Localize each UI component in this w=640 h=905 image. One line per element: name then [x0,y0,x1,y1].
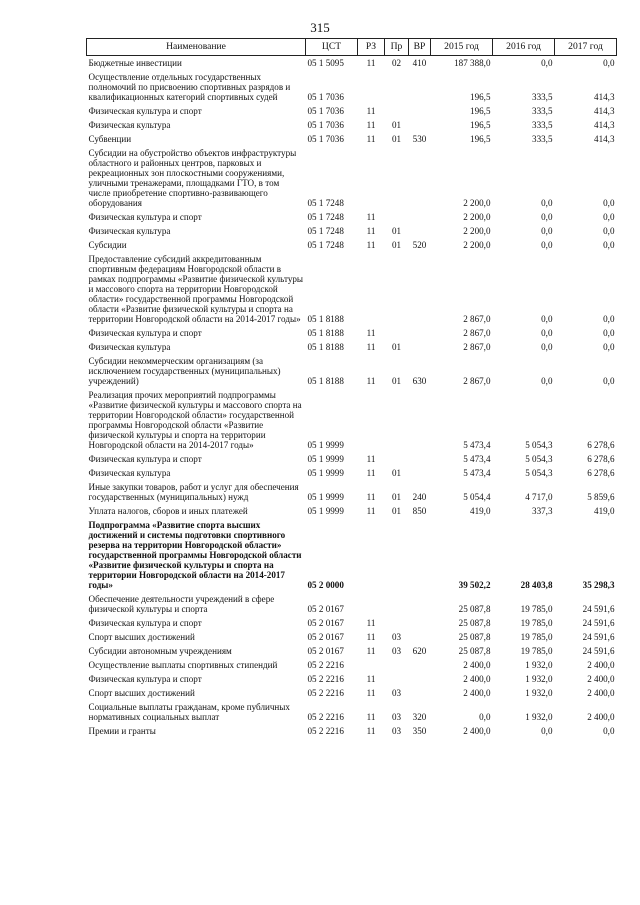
row-2016: 4 717,0 [525,492,553,502]
row-name: Уплата налогов, сборов и иных платежей [88,506,248,516]
row-name: Физическая культура [88,226,171,236]
row-2016: 19 785,0 [520,618,553,628]
row-2017: 0,0 [603,240,615,250]
row-2017: 414,3 [594,120,615,130]
row-pr: 03 [391,688,402,698]
table-row [87,210,617,224]
row-2015: 2 400,0 [463,674,491,684]
row-vr: 630 [412,376,427,386]
row-pr: 01 [391,342,402,352]
header-rz: РЗ [358,39,385,56]
row-2016: 0,0 [541,240,553,250]
row-name: Субсидии на обустройство объектов инфраструктуры областного и районных центров, парковых и рекреационных зон плоскостными сооружениями, уличными тренажерами, площадками ГТО, в том числе приобретение спортивно-развивающего оборудования [88,148,297,208]
row-rz: 11 [366,106,376,116]
table-row [87,518,617,592]
row-rz [358,252,385,326]
row-rz: 11 [366,342,376,352]
row-2016: 19 785,0 [520,632,553,642]
row-name: Осуществление отдельных государственных полномочий по присвоению спортивных разрядов и квалификационных категорий спортивных судей [88,72,291,102]
row-name: Спорт высших достижений [88,688,195,698]
row-name: Обеспечение деятельности учреждений в сфере физической культуры и спорта [88,594,275,614]
table-row [87,132,617,146]
table-row [87,658,617,672]
row-name: Иные закупки товаров, работ и услуг для обеспечения государственных (муниципальных) нужд [88,482,299,502]
row-vr [409,592,431,616]
row-2015: 2 200,0 [463,240,491,250]
row-cst: 05 1 7248 [307,226,344,236]
row-cst: 05 2 2216 [307,726,344,736]
row-pr: 01 [391,120,402,130]
row-name: Физическая культура [88,468,171,478]
table-row [87,452,617,466]
row-vr [409,630,431,644]
row-2017: 0,0 [603,726,615,736]
row-cst: 05 1 7036 [307,120,344,130]
row-2016: 333,5 [532,106,553,116]
row-2017: 414,3 [594,92,615,102]
row-2017: 419,0 [594,506,615,516]
row-rz [358,658,385,672]
row-pr [385,658,409,672]
row-vr [409,326,431,340]
row-cst: 05 1 8188 [307,376,344,386]
row-cst: 05 2 2216 [307,660,344,670]
row-2015: 2 400,0 [463,660,491,670]
row-vr [409,452,431,466]
row-pr: 01 [391,492,402,502]
row-2016: 0,0 [541,342,553,352]
row-2017: 24 591,6 [582,604,615,614]
row-pr [385,252,409,326]
row-cst: 05 1 7036 [307,92,344,102]
row-2016: 0,0 [541,376,553,386]
row-vr [409,70,431,104]
row-cst: 05 2 0167 [307,618,344,628]
row-2015: 196,5 [470,120,491,130]
row-rz [358,592,385,616]
row-2017: 0,0 [603,376,615,386]
row-cst: 05 2 2216 [307,674,344,684]
row-rz: 11 [366,506,376,516]
row-2016: 333,5 [532,134,553,144]
row-2017: 6 278,6 [587,440,615,450]
row-rz: 11 [366,134,376,144]
row-rz: 11 [366,120,376,130]
row-name: Спорт высших достижений [88,632,195,642]
row-2017: 35 298,3 [582,580,615,590]
table-row [87,326,617,340]
row-2015: 5 473,4 [463,454,491,464]
row-2017: 0,0 [603,226,615,236]
row-vr [409,340,431,354]
row-pr [385,452,409,466]
row-pr: 01 [391,226,402,236]
row-name: Предоставление субсидий аккредитованным спортивным федерациям Новгородской области в рамках подпрограммы «Развитие физической культуры и массового спорта на территории Новгородской области» государственной программы Новгородской области «Развитие физической культуры и спорта на территории Новгородской области на 2014-2017 годы» [88,254,304,324]
header-2015: 2015 год [431,39,493,56]
row-name: Субсидии [88,240,127,250]
row-2017: 2 400,0 [587,674,615,684]
row-pr [385,210,409,224]
row-rz: 11 [366,454,376,464]
row-2017: 0,0 [603,58,615,68]
row-name: Физическая культура [88,120,171,130]
row-rz: 11 [366,646,376,656]
row-2016: 0,0 [541,314,553,324]
row-cst: 05 1 7248 [307,212,344,222]
row-cst: 05 2 0000 [307,580,344,590]
row-name: Физическая культура и спорт [88,328,202,338]
row-pr: 03 [391,632,402,642]
row-vr [409,388,431,452]
table-body [87,56,617,739]
row-cst: 05 1 8188 [307,328,344,338]
row-pr [385,518,409,592]
row-cst: 05 2 2216 [307,712,344,722]
row-rz [358,388,385,452]
row-cst: 05 1 9999 [307,468,344,478]
row-pr [385,388,409,452]
row-pr [385,104,409,118]
row-rz: 11 [366,674,376,684]
row-2015: 25 087,8 [458,618,491,628]
row-name: Субсидии некоммерческим организациям (за исключением государственных (муниципальных) учреждений) [88,356,281,386]
row-2015: 2 400,0 [463,688,491,698]
row-cst: 05 1 7036 [307,134,344,144]
row-2015: 2 867,0 [463,314,491,324]
row-2017: 24 591,6 [582,618,615,628]
row-pr: 03 [391,726,402,736]
row-rz: 11 [366,468,376,478]
row-name: Реализация прочих мероприятий подпрограммы «Развитие физической культуры и массового спорта на территории Новгородской области» государственной программы Новгородской области «Развитие физической культуры и спорта на территории Новгородской области на 2014-2017 годы» [88,390,302,450]
row-vr [409,210,431,224]
row-cst: 05 2 2216 [307,688,344,698]
row-cst: 05 1 5095 [307,58,344,68]
row-rz [358,146,385,210]
row-2017: 6 278,6 [587,454,615,464]
row-pr: 01 [391,376,402,386]
table-row [87,146,617,210]
row-2016: 28 403,8 [520,580,553,590]
row-rz: 11 [366,712,376,722]
row-2016: 1 932,0 [525,688,553,698]
row-2016: 5 054,3 [525,440,553,450]
row-2017: 0,0 [603,198,615,208]
row-cst: 05 1 8188 [307,342,344,352]
row-name: Субсидии автономным учреждениям [88,646,232,656]
table-row [87,630,617,644]
budget-table [86,38,617,738]
row-name: Осуществление выплаты спортивных стипендий [88,660,278,670]
row-vr [409,252,431,326]
row-2015: 5 473,4 [463,440,491,450]
row-pr: 01 [391,240,402,250]
row-2017: 6 278,6 [587,468,615,478]
row-2015: 196,5 [470,134,491,144]
row-name: Подпрограмма «Развитие спорта высших достижений и системы подготовки спортивного резерва на территории Новгородской области» государственной программы Новгородской области «Развитие физической культуры и спорта на территории Новгородской области на 2014-2017 годы» [88,520,302,590]
row-rz: 11 [366,726,376,736]
row-2017: 0,0 [603,342,615,352]
row-pr [385,592,409,616]
row-vr [409,686,431,700]
row-2016: 5 054,3 [525,468,553,478]
row-cst: 05 1 9999 [307,454,344,464]
row-pr: 01 [391,468,402,478]
row-2016: 19 785,0 [520,646,553,656]
row-2016: 0,0 [541,198,553,208]
row-vr [409,658,431,672]
table-row [87,118,617,132]
row-2015: 0,0 [479,712,491,722]
row-2016: 19 785,0 [520,604,553,614]
row-2015: 5 473,4 [463,468,491,478]
row-cst: 05 2 0167 [307,632,344,642]
row-cst: 05 2 0167 [307,604,344,614]
row-vr [409,672,431,686]
header-row [87,39,617,56]
row-vr: 320 [412,712,427,722]
row-name: Бюджетные инвестиции [88,58,182,68]
row-name: Социальные выплаты гражданам, кроме публичных нормативных социальных выплат [88,702,290,722]
row-rz [358,518,385,592]
row-2015: 5 054,4 [463,492,491,502]
table-row [87,354,617,388]
row-rz: 11 [366,212,376,222]
row-2017: 24 591,6 [582,646,615,656]
table-row [87,504,617,518]
row-name: Физическая культура и спорт [88,106,202,116]
row-pr [385,672,409,686]
table-header [87,39,617,56]
row-2016: 0,0 [541,328,553,338]
row-cst: 05 1 9999 [307,440,344,450]
row-2015: 2 200,0 [463,212,491,222]
row-cst: 05 1 7248 [307,198,344,208]
row-vr: 620 [412,646,427,656]
row-vr: 410 [412,58,427,68]
row-2017: 24 591,6 [582,632,615,642]
row-vr [409,104,431,118]
table-row [87,104,617,118]
row-rz: 11 [366,240,376,250]
table-row [87,388,617,452]
row-vr: 850 [412,506,427,516]
row-2015: 39 502,2 [458,580,491,590]
table-row [87,70,617,104]
row-vr [409,118,431,132]
row-rz: 11 [366,376,376,386]
row-2015: 25 087,8 [458,632,491,642]
row-vr: 240 [412,492,427,502]
row-2017: 5 859,6 [587,492,615,502]
row-2015: 25 087,8 [458,646,491,656]
row-rz [358,70,385,104]
table-row [87,686,617,700]
table-row [87,700,617,724]
row-cst: 05 1 9999 [307,492,344,502]
row-rz: 11 [366,688,376,698]
row-pr [385,70,409,104]
table-row [87,644,617,658]
row-rz: 11 [366,492,376,502]
row-vr [409,146,431,210]
table-row [87,466,617,480]
row-name: Физическая культура и спорт [88,212,202,222]
row-pr [385,326,409,340]
row-vr [409,224,431,238]
row-pr [385,146,409,210]
row-pr: 03 [391,712,402,722]
row-name: Премии и гранты [88,726,156,736]
row-2015: 419,0 [470,506,491,516]
row-2016: 0,0 [541,226,553,236]
header-vr: ВР [409,39,431,56]
row-name: Физическая культура и спорт [88,618,202,628]
table-row [87,592,617,616]
header-cst: ЦСТ [306,39,358,56]
row-2015: 2 867,0 [463,328,491,338]
row-2017: 414,3 [594,106,615,116]
row-2015: 196,5 [470,92,491,102]
row-vr: 350 [412,726,427,736]
row-name: Субвенции [88,134,132,144]
row-rz: 11 [366,618,376,628]
table-row [87,672,617,686]
row-pr: 03 [391,646,402,656]
row-2015: 2 200,0 [463,198,491,208]
row-pr: 01 [391,134,402,144]
row-2016: 5 054,3 [525,454,553,464]
row-vr: 530 [412,134,427,144]
row-2015: 2 400,0 [463,726,491,736]
row-cst: 05 1 9999 [307,506,344,516]
row-2017: 0,0 [603,314,615,324]
row-2017: 2 400,0 [587,712,615,722]
row-rz: 11 [366,632,376,642]
row-name: Физическая культура и спорт [88,674,202,684]
header-name: Наименование [87,39,306,56]
table-row [87,340,617,354]
row-2016: 1 932,0 [525,674,553,684]
row-2016: 333,5 [532,92,553,102]
row-rz: 11 [366,226,376,236]
row-vr [409,518,431,592]
row-cst: 05 1 7036 [307,106,344,116]
row-2017: 2 400,0 [587,660,615,670]
row-2016: 0,0 [541,726,553,736]
row-2016: 1 932,0 [525,660,553,670]
row-2015: 187 388,0 [454,58,491,68]
row-vr: 520 [412,240,427,250]
row-2017: 2 400,0 [587,688,615,698]
row-name: Физическая культура [88,342,171,352]
row-pr: 01 [391,506,402,516]
row-2015: 2 867,0 [463,376,491,386]
row-rz: 11 [366,328,376,338]
table-row [87,224,617,238]
header-pr: Пр [385,39,409,56]
row-2017: 414,3 [594,134,615,144]
row-2017: 0,0 [603,212,615,222]
row-cst: 05 2 0167 [307,646,344,656]
table-row [87,616,617,630]
row-2017: 0,0 [603,328,615,338]
row-vr [409,616,431,630]
table-row [87,56,617,71]
row-2015: 2 867,0 [463,342,491,352]
row-2015: 196,5 [470,106,491,116]
row-2016: 0,0 [541,58,553,68]
header-2016: 2016 год [493,39,555,56]
row-2016: 333,5 [532,120,553,130]
row-pr: 02 [391,58,402,68]
table-row [87,252,617,326]
header-2017: 2017 год [555,39,617,56]
page-number: 315 [310,20,330,35]
row-2016: 337,3 [532,506,553,516]
row-2015: 2 200,0 [463,226,491,236]
table-row [87,724,617,738]
row-vr [409,466,431,480]
row-2015: 25 087,8 [458,604,491,614]
row-name: Физическая культура и спорт [88,454,202,464]
row-cst: 05 1 7248 [307,240,344,250]
table-row [87,480,617,504]
row-rz: 11 [366,58,376,68]
row-2016: 1 932,0 [525,712,553,722]
row-pr [385,616,409,630]
table-row [87,238,617,252]
row-2016: 0,0 [541,212,553,222]
row-cst: 05 1 8188 [307,314,344,324]
